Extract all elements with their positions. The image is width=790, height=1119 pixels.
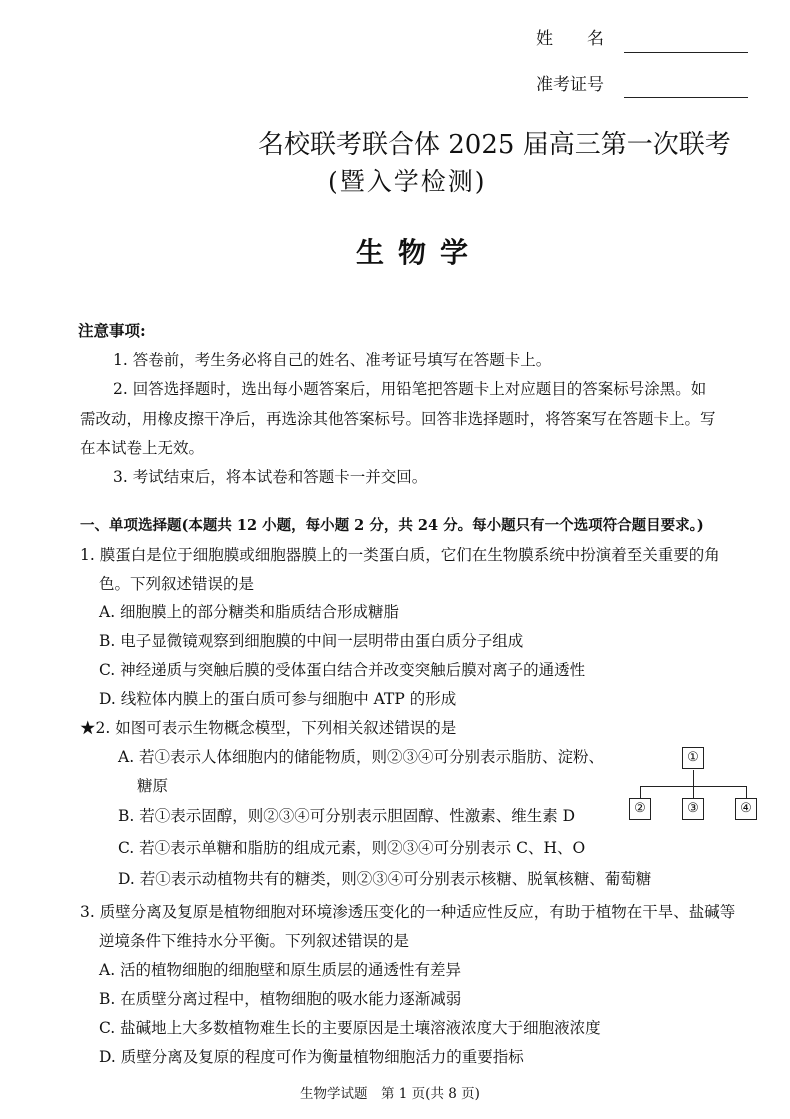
- exam-id-label: 准考证号: [536, 75, 604, 95]
- exam-title: 名校联考联合体 2025 届高三第一次联考: [258, 130, 731, 160]
- page-footer: 生物学试题 第 1 页(共 8 页): [300, 1086, 480, 1102]
- exam-id-field[interactable]: [624, 97, 748, 98]
- q3-option-d: D. 质壁分离及复原的程度可作为衡量植物细胞活力的重要指标: [99, 1048, 524, 1066]
- q1-option-a: A. 细胞膜上的部分糖类和脂质结合形成糖脂: [99, 603, 400, 621]
- notes-item-2-line-2: 需改动，用橡皮擦干净后，再选涂其他答案标号。回答非选择题时，将答案写在答题卡上。写: [80, 410, 716, 428]
- notes-heading: 注意事项:: [78, 321, 146, 340]
- section-heading: 一、单项选择题(本题共 12 小题，每小题 2 分，共 24 分。每小题只有一个选项符合题目要求。): [80, 517, 704, 534]
- q1-option-d: D. 线粒体内膜上的蛋白质可参与细胞中 ATP 的形成: [99, 690, 457, 708]
- q2-option-a-line-1: A. 若①表示人体细胞内的储能物质，则②③④可分别表示脂肪、淀粉、: [118, 748, 605, 766]
- name-label: 姓 名: [536, 29, 604, 49]
- exam-subtitle: (暨入学检测): [328, 167, 487, 196]
- q2-option-c: C. 若①表示单糖和脂肪的组成元素，则②③④可分别表示 C、H、O: [118, 839, 586, 857]
- notes-item-3: 3. 考试结束后，将本试卷和答题卡一并交回。: [113, 468, 428, 486]
- q3-option-a: A. 活的植物细胞的细胞壁和原生质层的通透性有差异: [99, 961, 462, 979]
- q1-stem-line-1: 1. 膜蛋白是位于细胞膜或细胞器膜上的一类蛋白质，它们在生物膜系统中扮演着至关重要的角: [80, 546, 720, 564]
- q1-option-b: B. 电子显微镜观察到细胞膜的中间一层明带由蛋白质分子组成: [99, 632, 524, 650]
- q3-stem-line-2: 逆境条件下维持水分平衡。下列叙述错误的是: [99, 932, 410, 950]
- name-field[interactable]: [624, 52, 748, 53]
- notes-item-2-line-1: 2. 回答选择题时，选出每小题答案后，用铅笔把答题卡上对应题目的答案标号涂黑。如: [113, 380, 707, 398]
- notes-item-1: 1. 答卷前，考生务必将自己的姓名、准考证号填写在答题卡上。: [113, 351, 552, 369]
- notes-item-2-line-3: 在本试卷上无效。: [80, 439, 205, 457]
- diagram-node-top: ①: [682, 747, 704, 769]
- diagram-node-right: ④: [735, 798, 757, 820]
- q3-stem-line-1: 3. 质壁分离及复原是植物细胞对环境渗透压变化的一种适应性反应，有助于植物在干旱、盐碱等: [80, 903, 736, 921]
- diagram-node-mid: ③: [682, 798, 704, 820]
- q2-stem: ★2. 如图可表示生物概念模型，下列相关叙述错误的是: [80, 719, 457, 737]
- subject-title: 生物学: [356, 236, 483, 269]
- diagram-connector-top: [693, 770, 694, 786]
- diagram-connector-left: [640, 786, 641, 798]
- diagram-connector-mid: [693, 786, 694, 798]
- q2-option-d: D. 若①表示动植物共有的糖类，则②③④可分别表示核糖、脱氧核糖、葡萄糖: [118, 870, 652, 888]
- q1-stem-line-2: 色。下列叙述错误的是: [99, 575, 255, 593]
- q2-option-b: B. 若①表示固醇，则②③④可分别表示胆固醇、性激素、维生素 D: [118, 807, 576, 825]
- q3-option-b: B. 在质壁分离过程中，植物细胞的吸水能力逐渐减弱: [99, 990, 462, 1008]
- diagram-connector-right: [746, 786, 747, 798]
- diagram-node-left: ②: [629, 798, 651, 820]
- q3-option-c: C. 盐碱地上大多数植物难生长的主要原因是土壤溶液浓度大于细胞液浓度: [99, 1019, 601, 1037]
- q2-option-a-line-2: 糖原: [137, 777, 169, 795]
- q1-option-c: C. 神经递质与突触后膜的受体蛋白结合并改变突触后膜对离子的通透性: [99, 661, 586, 679]
